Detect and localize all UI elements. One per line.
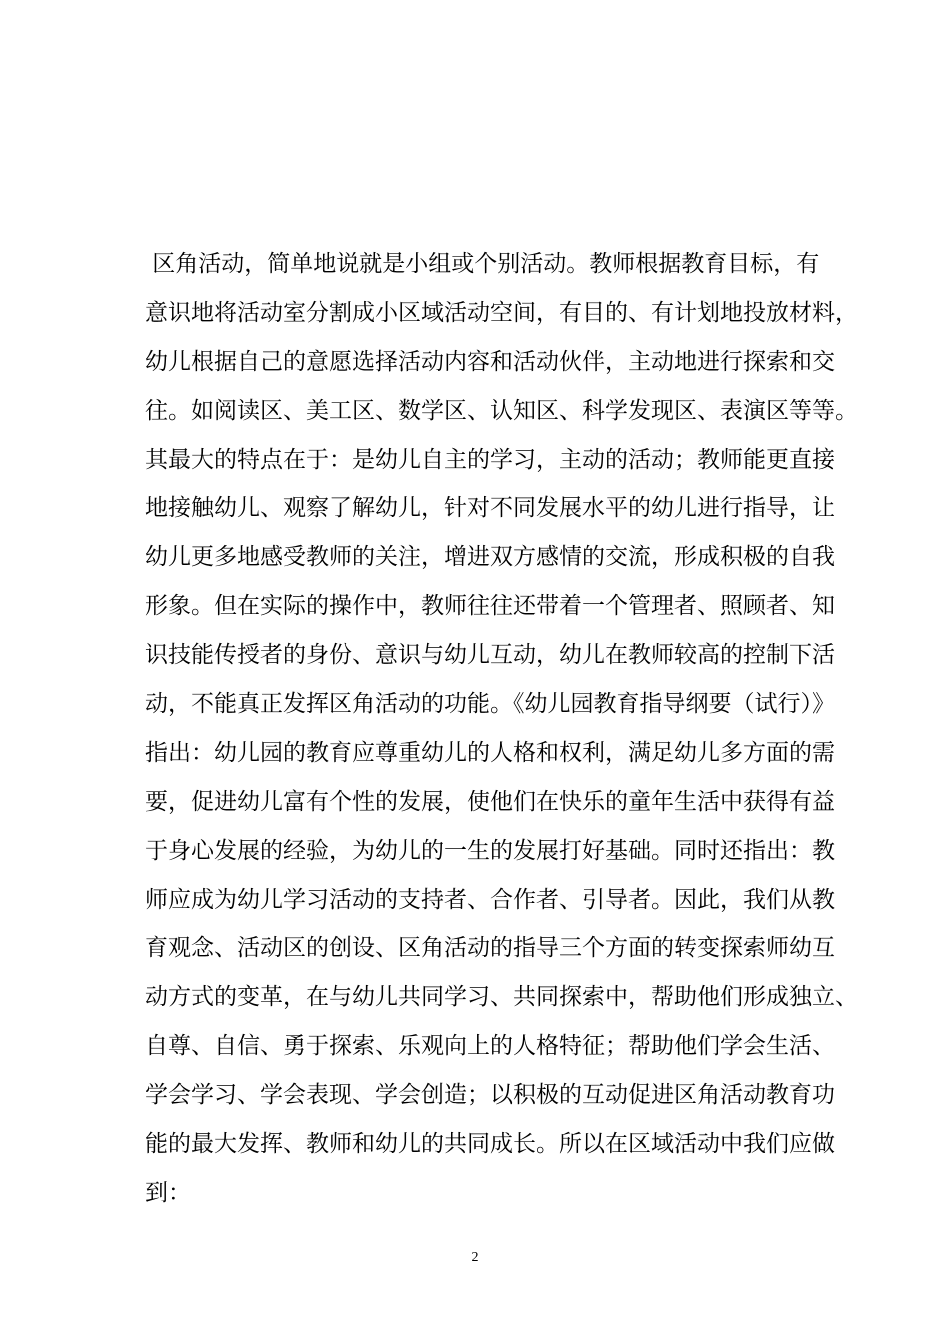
paragraph-line: 自尊、自信、勇于探索、乐观向上的人格特征；帮助他们学会生活、 <box>145 1033 835 1060</box>
paragraph-line: 地接触幼儿、观察了解幼儿，针对不同发展水平的幼儿进行指导，让 <box>145 495 835 522</box>
paragraph-line: 师应成为幼儿学习活动的支持者、合作者、引导者。因此，我们从教 <box>145 886 835 913</box>
body-paragraph <box>145 240 858 1218</box>
paragraph-line: 其最大的特点在于：是幼儿自主的学习，主动的活动；教师能更直接 <box>145 446 835 473</box>
paragraph-line: 往。如阅读区、美工区、数学区、认知区、科学发现区、表演区等等。 <box>145 397 858 424</box>
paragraph-line: 于身心发展的经验，为幼儿的一生的发展打好基础。同时还指出：教 <box>145 837 835 864</box>
paragraph-line: 区角活动，简单地说就是小组或个别活动。教师根据教育目标，有 <box>145 251 820 277</box>
paragraph-line: 意识地将活动室分割成小区域活动空间，有目的、有计划地投放材料， <box>145 299 858 326</box>
page-number: 2 <box>471 1250 479 1265</box>
paragraph-line: 幼儿更多地感受教师的关注，增进双方感情的交流，形成积极的自我 <box>145 544 835 571</box>
paragraph-line: 动，不能真正发挥区角活动的功能。《幼儿园教育指导纲要（试行）》 <box>145 691 835 718</box>
paragraph-line: 识技能传授者的身份、意识与幼儿互动，幼儿在教师较高的控制下活 <box>145 642 835 669</box>
paragraph-line: 动方式的变革，在与幼儿共同学习、共同探索中，帮助他们形成独立、 <box>145 984 858 1011</box>
paragraph-line: 能的最大发挥、教师和幼儿的共同成长。所以在区域活动中我们应做 <box>145 1131 835 1158</box>
paragraph-line: 学会学习、学会表现、学会创造；以积极的互动促进区角活动教育功 <box>145 1082 835 1109</box>
paragraph-line: 形象。但在实际的操作中，教师往往还带着一个管理者、照顾者、知 <box>145 593 835 620</box>
paragraph-line: 指出：幼儿园的教育应尊重幼儿的人格和权利，满足幼儿多方面的需 <box>145 739 835 766</box>
paragraph-line: 育观念、活动区的创设、区角活动的指导三个方面的转变探索师幼互 <box>145 935 835 962</box>
paragraph-line: 要，促进幼儿富有个性的发展，使他们在快乐的童年生活中获得有益 <box>145 788 835 815</box>
paragraph-line: 幼儿根据自己的意愿选择活动内容和活动伙伴，主动地进行探索和交 <box>145 348 835 375</box>
paragraph-line: 到： <box>145 1179 191 1206</box>
